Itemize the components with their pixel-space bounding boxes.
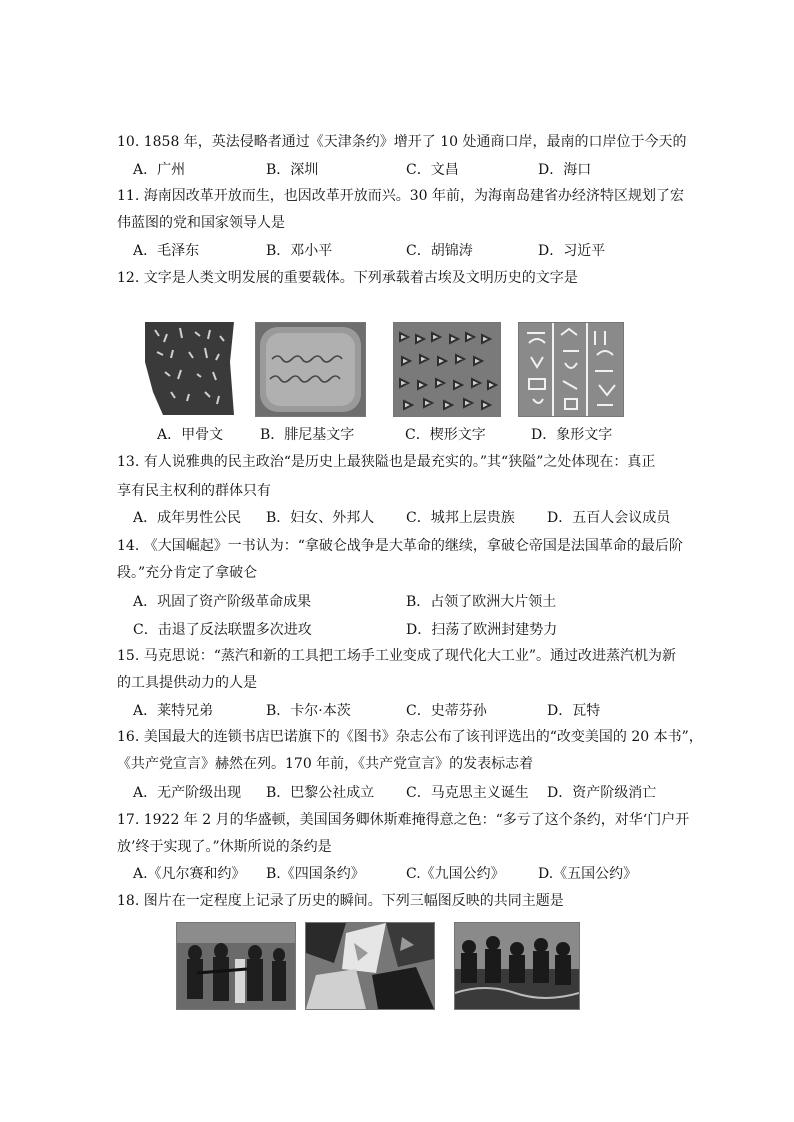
option-a: A．甲骨文 [157, 427, 224, 443]
question-16-line-1 [117, 727, 703, 747]
option-d: D．瓦特 [547, 703, 601, 719]
question-text: 美国最大的连锁书店巴诺旗下的《图书》杂志公布了该刊评选出的“改变美国的 20 本书”， [143, 729, 703, 745]
question-10-line-1 [117, 132, 687, 152]
question-16-line-2: 《共产党宣言》赫然在列。170 年前，《共产党宣言》的发表标志着 [117, 756, 534, 772]
question-text: 有人说雅典的民主政治“是历史上最狭隘也是最充实的。”其“狭隘”之处体现在：真正 [143, 454, 656, 470]
question-number: 16. [117, 729, 140, 745]
option-b: B．占领了欧洲大片领土 [406, 594, 557, 610]
cuneiform-image [393, 322, 501, 417]
historical-photo-crowd-image [454, 922, 580, 1010]
option-b: B．邓小平 [266, 243, 333, 259]
question-number: 12. [117, 270, 140, 286]
question-number: 11. [117, 188, 140, 204]
option-b: B．腓尼基文字 [260, 427, 355, 443]
question-number: 18. [117, 893, 140, 909]
question-text: 马克思说：“蒸汽和新的工具把工场手工业变成了现代化大工业”。通过改进蒸汽机为新 [143, 648, 677, 664]
option-a: A．莱特兄弟 [133, 703, 214, 719]
option-c: C．马克思主义诞生 [406, 785, 529, 801]
question-18-line-1 [117, 891, 564, 911]
question-12-line-1 [117, 268, 578, 288]
option-a: A．毛泽东 [133, 243, 200, 259]
oracle-bone-image [145, 322, 234, 415]
question-11-line-2: 伟蓝图的党和国家领导人是 [117, 215, 285, 231]
question-15-line-1 [117, 646, 676, 666]
question-number: 17. [117, 812, 140, 828]
option-d: D．五百人会议成员 [547, 510, 671, 526]
question-text: 1922 年 2 月的华盛顿，美国国务卿休斯难掩得意之色：“多亏了这个条约，对华‘门户开 [143, 812, 690, 828]
option-d: D．习近平 [538, 243, 606, 259]
option-c: C．文昌 [406, 162, 459, 178]
option-d: D．象形文字 [531, 427, 613, 443]
option-c: C．胡锦涛 [406, 243, 473, 259]
question-number: 15. [117, 648, 140, 664]
option-d: D．扫荡了欧洲封建势力 [406, 622, 558, 638]
question-number: 10. [117, 134, 140, 150]
option-b: B．巴黎公社成立 [266, 785, 375, 801]
option-b: B.《四国条约》 [266, 866, 365, 882]
question-15-line-2: 的工具提供动力的人是 [117, 675, 257, 691]
hieroglyph-image [518, 322, 624, 417]
option-b: B．深圳 [266, 162, 319, 178]
question-14-line-2: 段。”充分肯定了拿破仑 [117, 565, 258, 581]
question-number: 13. [117, 454, 140, 470]
question-text: 图片在一定程度上记录了历史的瞬间。下列三幅图反映的共同主题是 [143, 893, 564, 909]
question-text: 文字是人类文明发展的重要载体。下列承载着古埃及文明历史的文字是 [143, 270, 578, 286]
option-d: D．海口 [538, 162, 592, 178]
option-a: A．巩固了资产阶级革命成果 [133, 594, 312, 610]
question-17-line-1 [117, 810, 689, 830]
question-17-line-2: 放’终于实现了。”休斯所说的条约是 [117, 839, 332, 855]
option-c: C．城邦上层贵族 [406, 510, 515, 526]
question-text: 1858 年，英法侵略者通过《天津条约》增开了 10 处通商口岸，最南的口岸位于今天的 [143, 134, 687, 150]
question-13-line-1 [117, 452, 655, 472]
phoenician-tablet-image [255, 322, 366, 417]
question-14-line-1 [117, 536, 683, 556]
historical-photo-soldiers-image [176, 922, 296, 1010]
guernica-painting-image [305, 922, 435, 1010]
option-d: D．资产阶级消亡 [547, 785, 657, 801]
option-a: A．广州 [133, 162, 186, 178]
question-13-line-2: 享有民主权利的群体只有 [117, 483, 271, 499]
option-d: D.《五国公约》 [538, 866, 638, 882]
option-a: A．成年男性公民 [133, 510, 242, 526]
option-a: A.《凡尔赛和约》 [133, 866, 246, 882]
question-text: 《大国崛起》一书认为：“拿破仑战争是大革命的继续，拿破仑帝国是法国革命的最后阶 [143, 538, 683, 554]
option-c: C.《九国公约》 [406, 866, 505, 882]
option-c: C．史蒂芬孙 [406, 703, 487, 719]
option-c: C．击退了反法联盟多次进攻 [133, 622, 312, 638]
question-text: 海南因改革开放而生，也因改革开放而兴。30 年前，为海南岛建省办经济特区规划了宏 [143, 188, 684, 204]
question-11-line-1 [117, 186, 684, 206]
option-a: A．无产阶级出现 [133, 785, 242, 801]
option-b: B．卡尔·本茨 [266, 703, 351, 719]
option-b: B．妇女、外邦人 [266, 510, 375, 526]
option-c: C．楔形文字 [405, 427, 486, 443]
question-number: 14. [117, 538, 140, 554]
